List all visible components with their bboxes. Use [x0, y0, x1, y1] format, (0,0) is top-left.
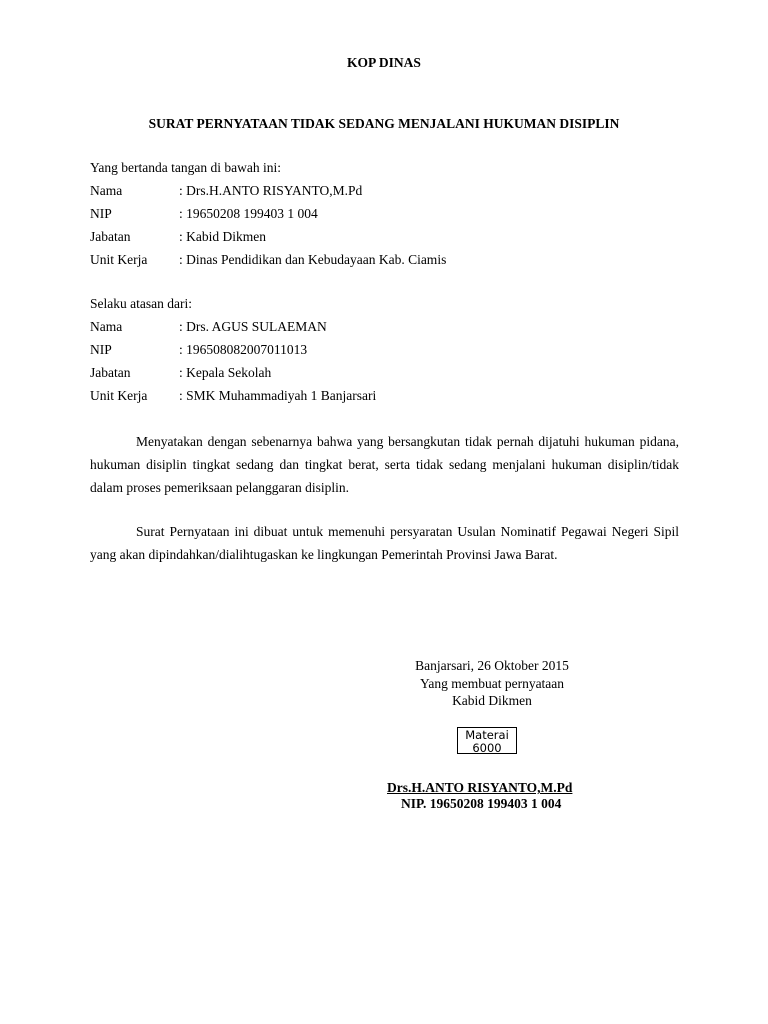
signer-unit-value: : Dinas Pendidikan dan Kebudayaan Kab. Ciamis [179, 252, 447, 267]
signer-name-value: : Drs.H.ANTO RISYANTO,M.Pd [179, 183, 363, 198]
signer-signature-name: Drs.H.ANTO RISYANTO,M.Pd [387, 780, 573, 795]
meterai-stamp-box [457, 727, 517, 754]
subject-unit-label: Unit Kerja [90, 388, 148, 403]
meterai-value: 6000 [472, 741, 502, 755]
signer-nip-value: : 19650208 199403 1 004 [179, 206, 318, 221]
signer-signature-nip: NIP. 19650208 199403 1 004 [401, 796, 562, 811]
subject-jabatan-label: Jabatan [90, 365, 131, 380]
subject-name-value: : Drs. AGUS SULAEMAN [179, 319, 327, 334]
subject-nip-label: NIP [90, 342, 112, 357]
subject-name-label: Nama [90, 319, 123, 334]
subject-intro: Selaku atasan dari: [90, 296, 192, 311]
signer-intro: Yang bertanda tangan di bawah ini: [90, 160, 281, 175]
maker-line: Yang membuat pernyataan [419, 676, 565, 691]
document-title: SURAT PERNYATAAN TIDAK SEDANG MENJALANI HUKUMAN DISIPLIN [148, 116, 620, 131]
meterai-label: Materai [465, 728, 509, 742]
signer-position: Kabid Dikmen [452, 693, 532, 708]
statement-paragraph: Menyatakan dengan sebenarnya bahwa yang bersangkutan tidak pernah dijatuhi hukuman pidana, hukuman disiplin tingkat sedang dan tingkat berat, serta tidak sedang menjalani hukuman disiplin/tidak dalam proses pemeriksaan pelanggaran disiplin. [90, 434, 679, 495]
place-date: Banjarsari, 26 Oktober 2015 [415, 658, 569, 673]
signer-jabatan-value: : Kabid Dikmen [179, 229, 266, 244]
signer-unit-label: Unit Kerja [90, 252, 148, 267]
signer-jabatan-label: Jabatan [90, 229, 131, 244]
purpose-paragraph: Surat Pernyataan ini dibuat untuk memenuhi persyaratan Usulan Nominatif Pegawai Negeri Sipil yang akan dipindahkan/dialihtugaskan ke lingkungan Pemerintah Provinsi Jawa Barat. [90, 524, 679, 562]
signer-nip-label: NIP [90, 206, 112, 221]
subject-unit-value: : SMK Muhammadiyah 1 Banjarsari [179, 388, 377, 403]
subject-nip-value: : 196508082007011013 [179, 342, 308, 357]
subject-jabatan-value: : Kepala Sekolah [179, 365, 272, 380]
signer-name-label: Nama [90, 183, 123, 198]
kop-dinas-heading: KOP DINAS [347, 55, 421, 70]
